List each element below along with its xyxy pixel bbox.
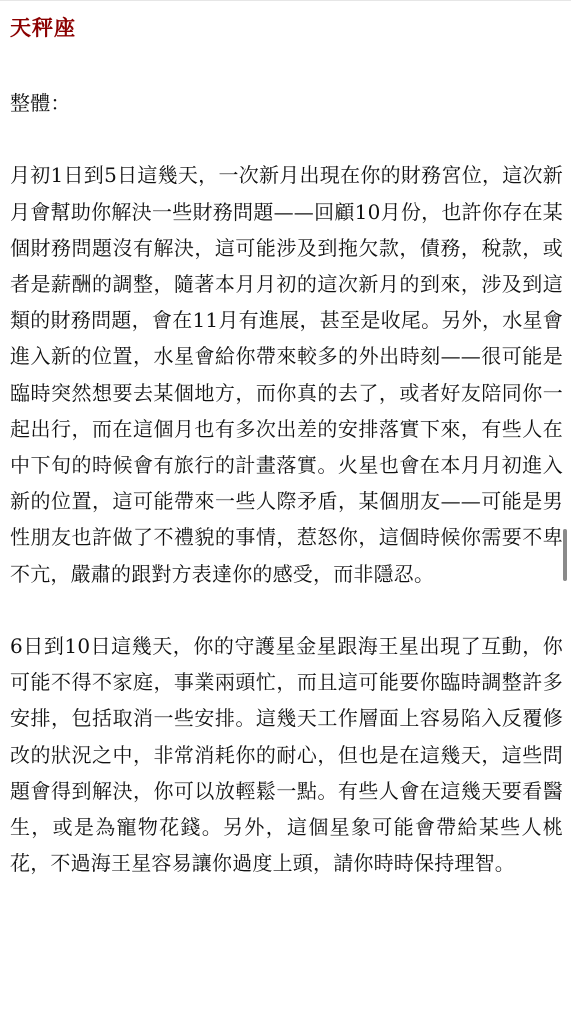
article-paragraph: 6日到10日這幾天，你的守護星金星跟海王星出現了互動，你可能不得不家庭，事業兩頭忙，而且這可能要你臨時調整許多安排，包括取消一些安排。這幾天工作層面上容易陷入反覆修改的狀況之中，非常消耗你的耐心，但也是在這幾天，這些問題會得到解決，你可以放輕鬆一點。有些人會在這幾天要看醫生，或是為寵物花錢。另外，這個星象可能會帶給某些人桃花，不過海王星容易讓你過度上頭，請你時時保持理智。	[10, 634, 563, 876]
article-title: 天秤座	[10, 16, 76, 40]
section-heading-overall: 整體：	[10, 91, 71, 115]
article-body	[10, 85, 563, 881]
article-paragraph: 月初1日到5日這幾天，一次新月出現在你的財務宮位，這次新月會幫助你解決一些財務問題——回顧10月份，也許你存在某個財務問題沒有解決，這可能涉及到拖欠款，債務，稅款，或者是薪酬的調整，隨著本月月初的這次新月的到來，涉及到這類的財務問題，會在11月有進展，甚至是收尾。另外，水星會進入新的位置，水星會給你帶來較多的外出時刻——很可能是臨時突然想要去某個地方，而你真的去了，或者好友陪同你一起出行，而在這個月也有多次出差的安排落實下來，有些人在中下旬的時候會有旅行的計畫落實。火星也會在本月月初進入新的位置，這可能帶來一些人際矛盾，某個朋友——可能是男性朋友也許做了不禮貌的事情，惹怒你，這個時候你需要不卑不亢，嚴肅的跟對方表達你的感受，而非隱忍。	[10, 163, 563, 586]
vertical-scrollbar[interactable]	[563, 529, 567, 581]
